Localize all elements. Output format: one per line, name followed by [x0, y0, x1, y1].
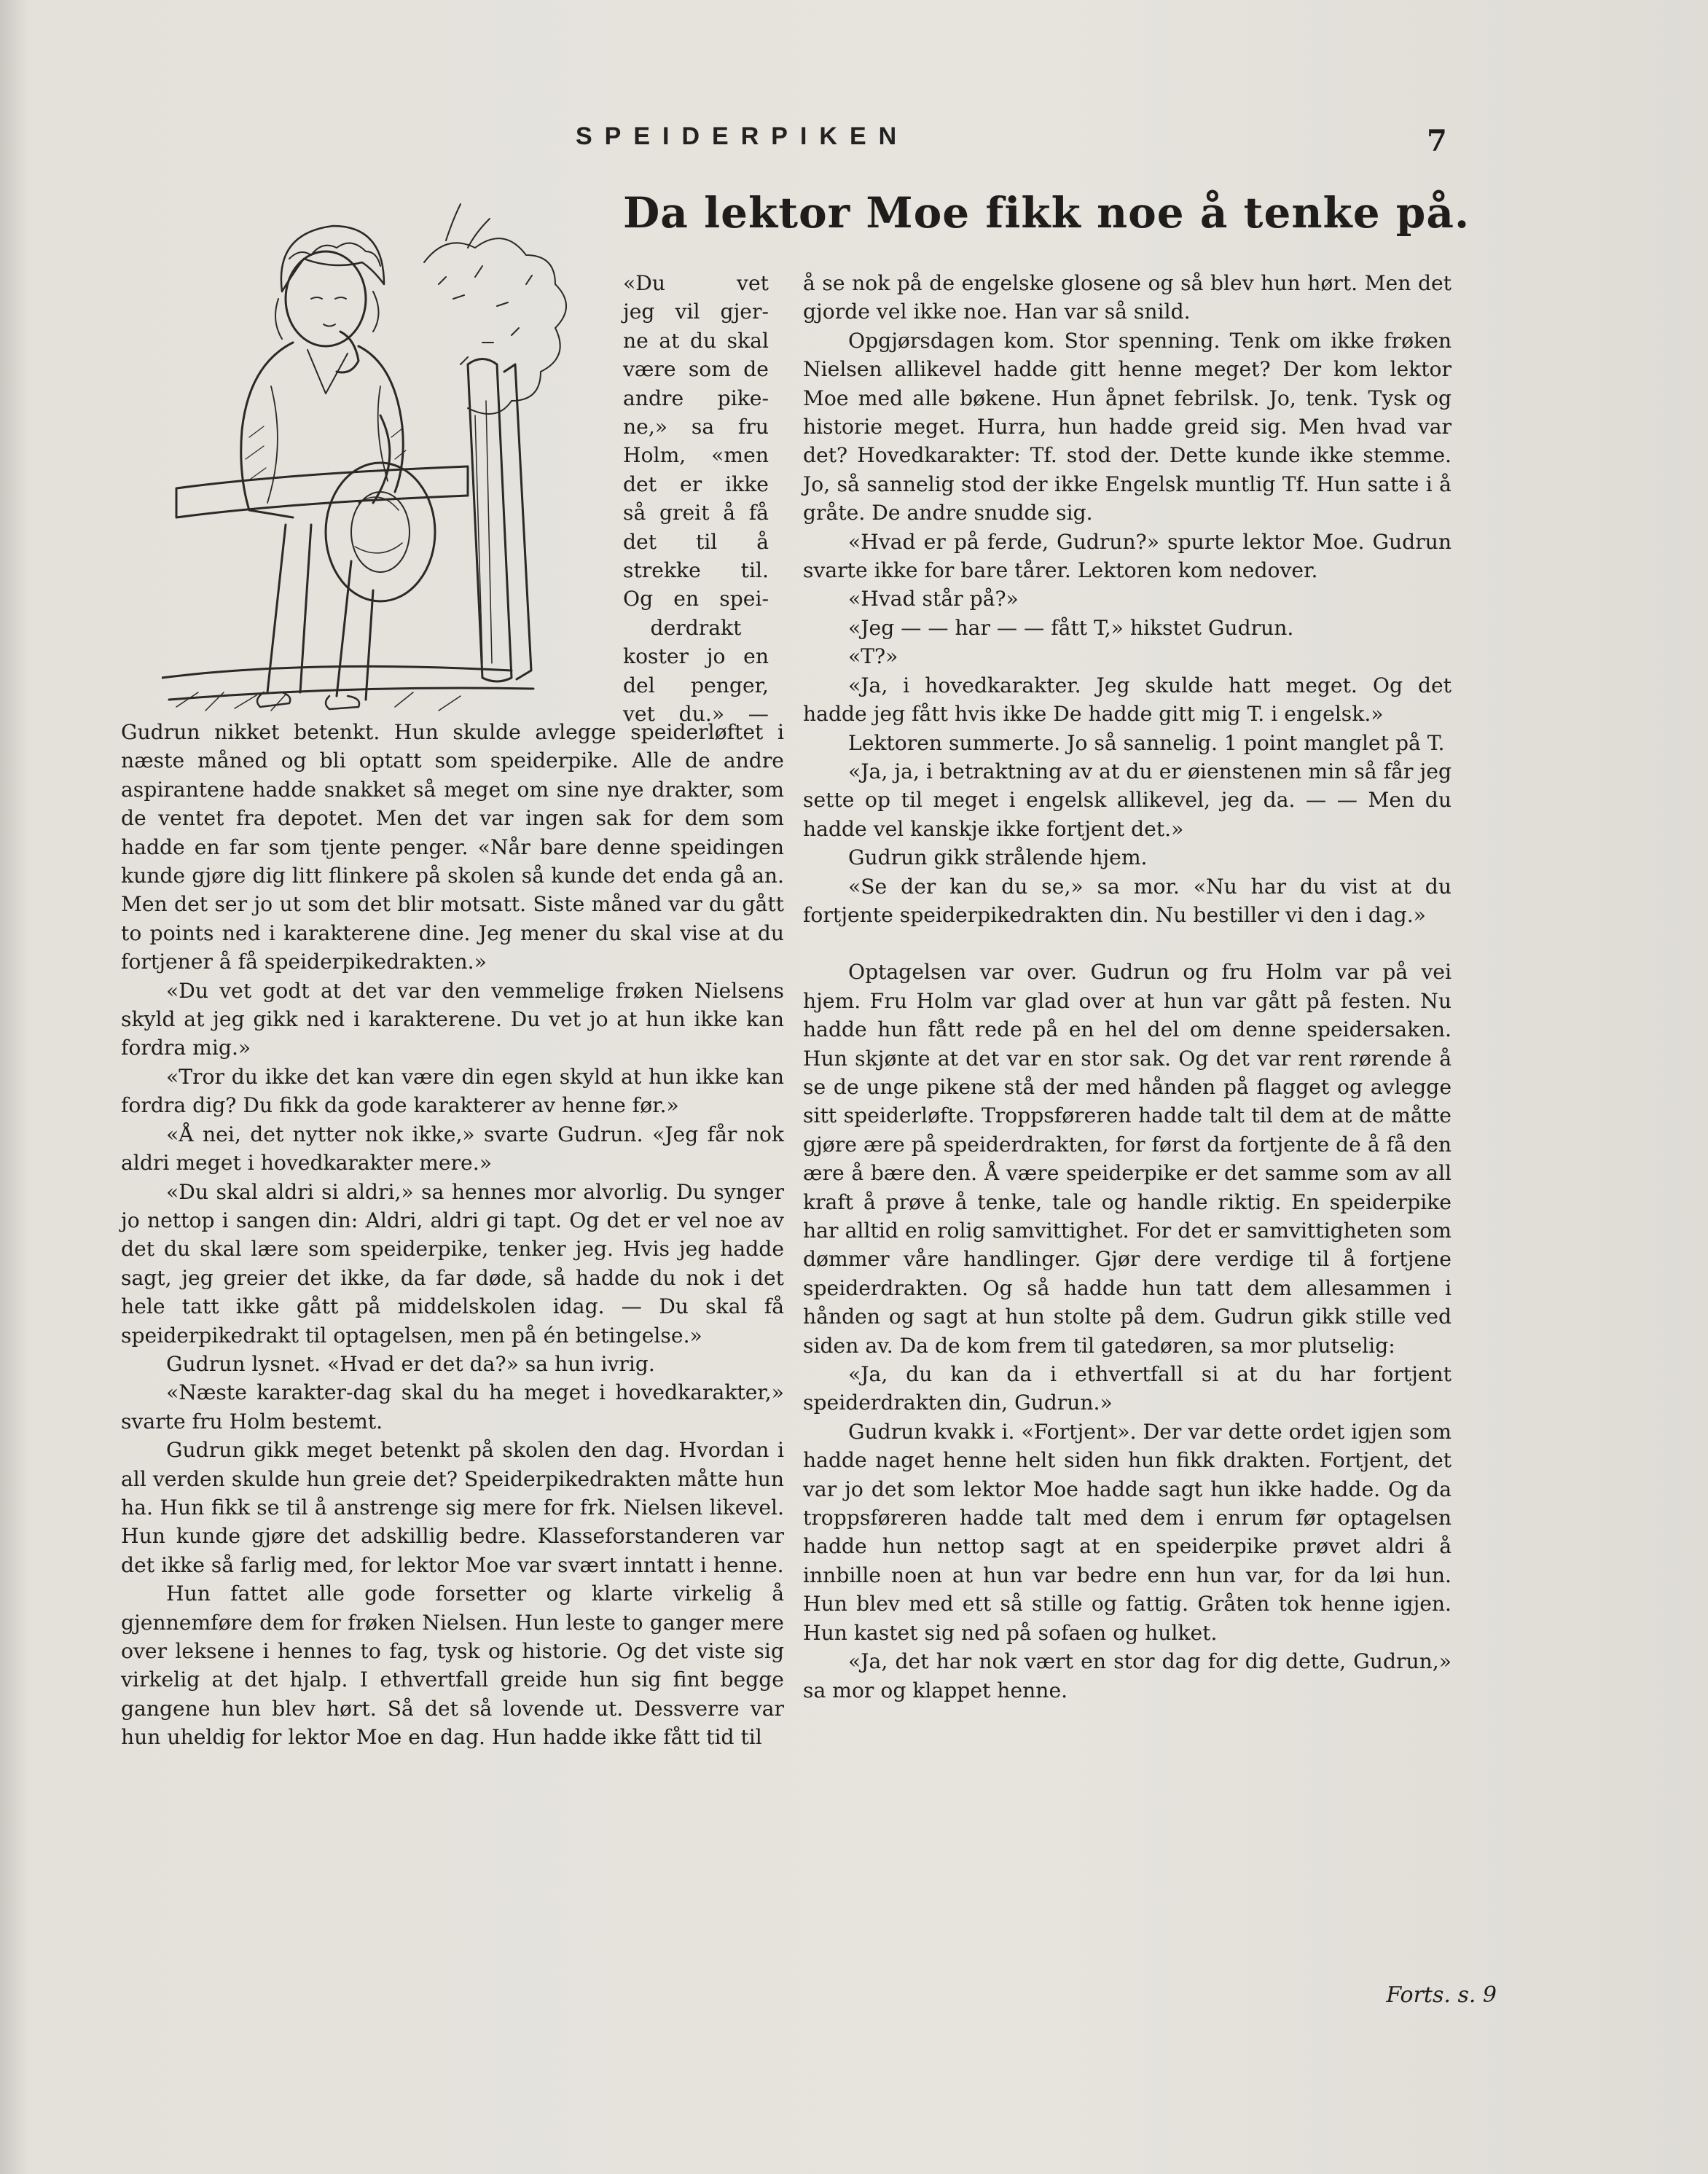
paragraph: Gudrun gikk meget betenkt på skolen den dag. Hvordan i all verden skulde hun greie det? Speiderpikedrakten måtte hun ha. Hun fikk se til å anstrenge sig mere for frk. Nielsen likevel. Hun kunde gjøre det adskillig bedre. Klasseforstanderen var det ikke så farlig med, for lektor Moe var svært inntatt i henne.	[121, 1438, 784, 1577]
girl-sitting-on-fence-illustration	[162, 197, 614, 718]
lead-line: det er ikke	[623, 472, 769, 496]
paragraph: «T?»	[848, 644, 898, 669]
lead-line: derdrakt	[650, 615, 742, 640]
paragraph: Hun fattet alle gode forsetter og klarte virkelig å gjennemføre dem for frøken Nielsen. Hun leste to ganger mere over leksene i hennes to fag, tysk og historie. Og det viste sig virkelig at det hjalp. I ethvertfall greide hun sig fint begge gangene hun blev hørt. Så det så lovende ut. Dessverre var hun uheldig for lektor Moe en dag. Hun hadde ikke fått tid til	[121, 1581, 784, 1750]
paragraph: Gudrun nikket betenkt. Hun skulde avlegge speiderløftet i næste måned og bli optatt som speiderpike. Alle de andre aspirantene hadde snakket så meget om sine nye drakter, som de ventet fra depotet. Men det var ingen sak for dem som hadde en far som tjente penger. «Når bare denne speidingen kunde gjøre dig litt flinkere på skolen så kunde det enda gå an. Men det ser jo ut som det blir motsatt. Siste måned var du gått to points ned i karakterene dine. Jeg mener du skal vise at du fortjener å få speiderpikedrakten.»	[121, 720, 784, 974]
paragraph: «Ja, i hovedkarakter. Jeg skulde hatt meget. Og det hadde jeg fått hvis ikke De hadde gitt mig T. i engelsk.»	[803, 673, 1452, 727]
paragraph: «Hvad er på ferde, Gudrun?» spurte lektor Moe. Gudrun svarte ikke for bare tårer. Lektoren kom nedover.	[803, 529, 1452, 583]
lead-line: vet du.» —	[623, 702, 769, 727]
paragraph: Gudrun lysnet. «Hvad er det da?» sa hun ivrig.	[166, 1351, 655, 1376]
left-column	[121, 718, 784, 1752]
lead-line: Holm, «men	[623, 443, 769, 468]
page-number: 7	[1427, 124, 1447, 158]
lead-line: være som de	[623, 357, 769, 382]
paragraph: «Hvad står på?»	[848, 587, 1019, 611]
lead-line: ne,» sa fru	[623, 415, 769, 439]
lead-line: del penger,	[623, 673, 769, 697]
paragraph: «Du skal aldri si aldri,» sa hennes mor alvorlig. Du synger jo nettop i sangen din: Aldri, aldri gi tapt. Og det er vel noe av det du skal lære som speiderpike, tenker jeg. Hvis jeg hadde sagt, jeg greier det ikke, da far døde, så hadde du nok i det hele tatt ikke gått på middelskolen idag. — Du skal få speiderpikedrakt til optagelsen, men på én betingelse.»	[121, 1179, 784, 1348]
paragraph: «Du vet godt at det var den vemmelige frøken Nielsens skyld at jeg gikk ned i karakterene. Du vet jo at hun ikke kan fordra mig.»	[121, 978, 784, 1060]
lead-line: så greit å få	[623, 501, 769, 525]
paragraph: «Næste karakter-dag skal du ha meget i hovedkarakter,» svarte fru Holm bestemt.	[121, 1380, 784, 1434]
lead-line: andre pike-	[623, 386, 769, 410]
paragraph: «Ja, det har nok vært en stor dag for dig dette, Gudrun,» sa mor og klappet henne.	[803, 1649, 1452, 1702]
paragraph: Lektoren summerte. Jo så sannelig. 1 point manglet på T.	[848, 730, 1445, 755]
running-title: SPEIDERPIKEN	[576, 122, 909, 150]
lead-paragraph	[623, 269, 769, 729]
paragraph: Opgjørsdagen kom. Stor spenning. Tenk om ikke frøken Nielsen allikevel hadde gitt henne meget? Der kom lektor Moe med alle bøkene. Hun åpnet febrilsk. Jo, tenk. Tysk og historie meget. Hurra, hun hadde greid sig. Men hvad var det? Hovedkarakter: Tf. stod der. Dette kunde ikke stemme. Jo, så sannelig stod der ikke Engelsk muntlig Tf. Hun satte i å gråte. De andre snudde sig.	[803, 328, 1452, 525]
paragraph: «Jeg — — har — — fått T,» hikstet Gudrun.	[848, 615, 1294, 640]
paragraph: Gudrun kvakk i. «Fortjent». Der var dette ordet igjen som hadde naget henne helt siden hun fikk drakten. Fortjent, det var jo det som lektor Moe hadde sagt hun ikke hadde. Og da troppsføreren hadde talt med dem i enrum før optagelsen hadde hun nettop sagt at en speiderpike prøvet aldri å innbille noen at hun var bedre enn hun var, for da løi hun. Hun blev med ett så stille og fattig. Gråten tok henne igjen. Hun kastet sig ned på sofaen og hulket.	[803, 1419, 1452, 1645]
paragraph: Optagelsen var over. Gudrun og fru Holm var på vei hjem. Fru Holm var glad over at hun var gått på festen. Nu hadde hun fått rede på en hel del om denne speidersaken. Hun skjønte at det var en stor sak. Og det var rent rørende å se de unge pikene stå der med hånden på flagget og avlegge sitt speiderløfte. Troppsføreren hadde talt til dem at de måtte gjøre ære på speiderdrakten, for først da fortjente de å få den ære å bære den. Å være speiderpike er det samme som av all kraft å prøve å tenke, tale og handle riktig. En speiderpike har alltid en rolig samvittighet. For det er samvittigheten som dømmer våre handlinger. Gjør dere verdige til å fortjene speiderdrakten. Og så hadde hun tatt dem allesammen i hånden og sagt at hun stolte på dem. Gudrun gikk stille ved siden av. Da de kom frem til gatedøren, sa mor plutselig:	[803, 960, 1452, 1358]
paragraph: å se nok på de engelske glosene og så blev hun hørt. Men det gjorde vel ikke noe. Han var så snild.	[803, 271, 1452, 324]
lead-line: koster jo en	[623, 644, 769, 669]
paragraph: «Tror du ikke det kan være din egen skyld at hun ikke kan fordra dig? Du fikk da gode karakterer av henne før.»	[121, 1064, 784, 1118]
right-column	[803, 269, 1452, 1705]
lead-line: «Du vet	[623, 271, 769, 295]
lead-line: Og en spei-	[623, 587, 769, 611]
paragraph: «Ja, ja, i betraktning av at du er øienstenen min så får jeg sette op til meget i engelsk allikevel, jeg da. — — Men du hadde vel kanskje ikke fortjent det.»	[803, 759, 1452, 841]
continued-note: Forts. s. 9	[1386, 1982, 1497, 2008]
lead-line: det til å	[623, 529, 769, 554]
lead-line: ne at du skal	[623, 328, 769, 353]
paragraph: «Ja, du kan da i ethvertfall si at du har fortjent speiderdrakten din, Gudrun.»	[803, 1362, 1452, 1415]
article-title: Da lektor Moe fikk noe å tenke på.	[623, 188, 1470, 238]
paragraph: Gudrun gikk strålende hjem.	[848, 845, 1148, 870]
paragraph: «Se der kan du se,» sa mor. «Nu har du vist at du fortjente speiderpikedrakten din. Nu bestiller vi den i dag.»	[803, 874, 1452, 927]
paragraph: «Å nei, det nytter nok ikke,» svarte Gudrun. «Jeg får nok aldri meget i hovedkarakter mere.»	[121, 1122, 784, 1176]
lead-line: strekke til.	[623, 558, 769, 583]
lead-line: jeg vil gjer-	[623, 300, 769, 324]
